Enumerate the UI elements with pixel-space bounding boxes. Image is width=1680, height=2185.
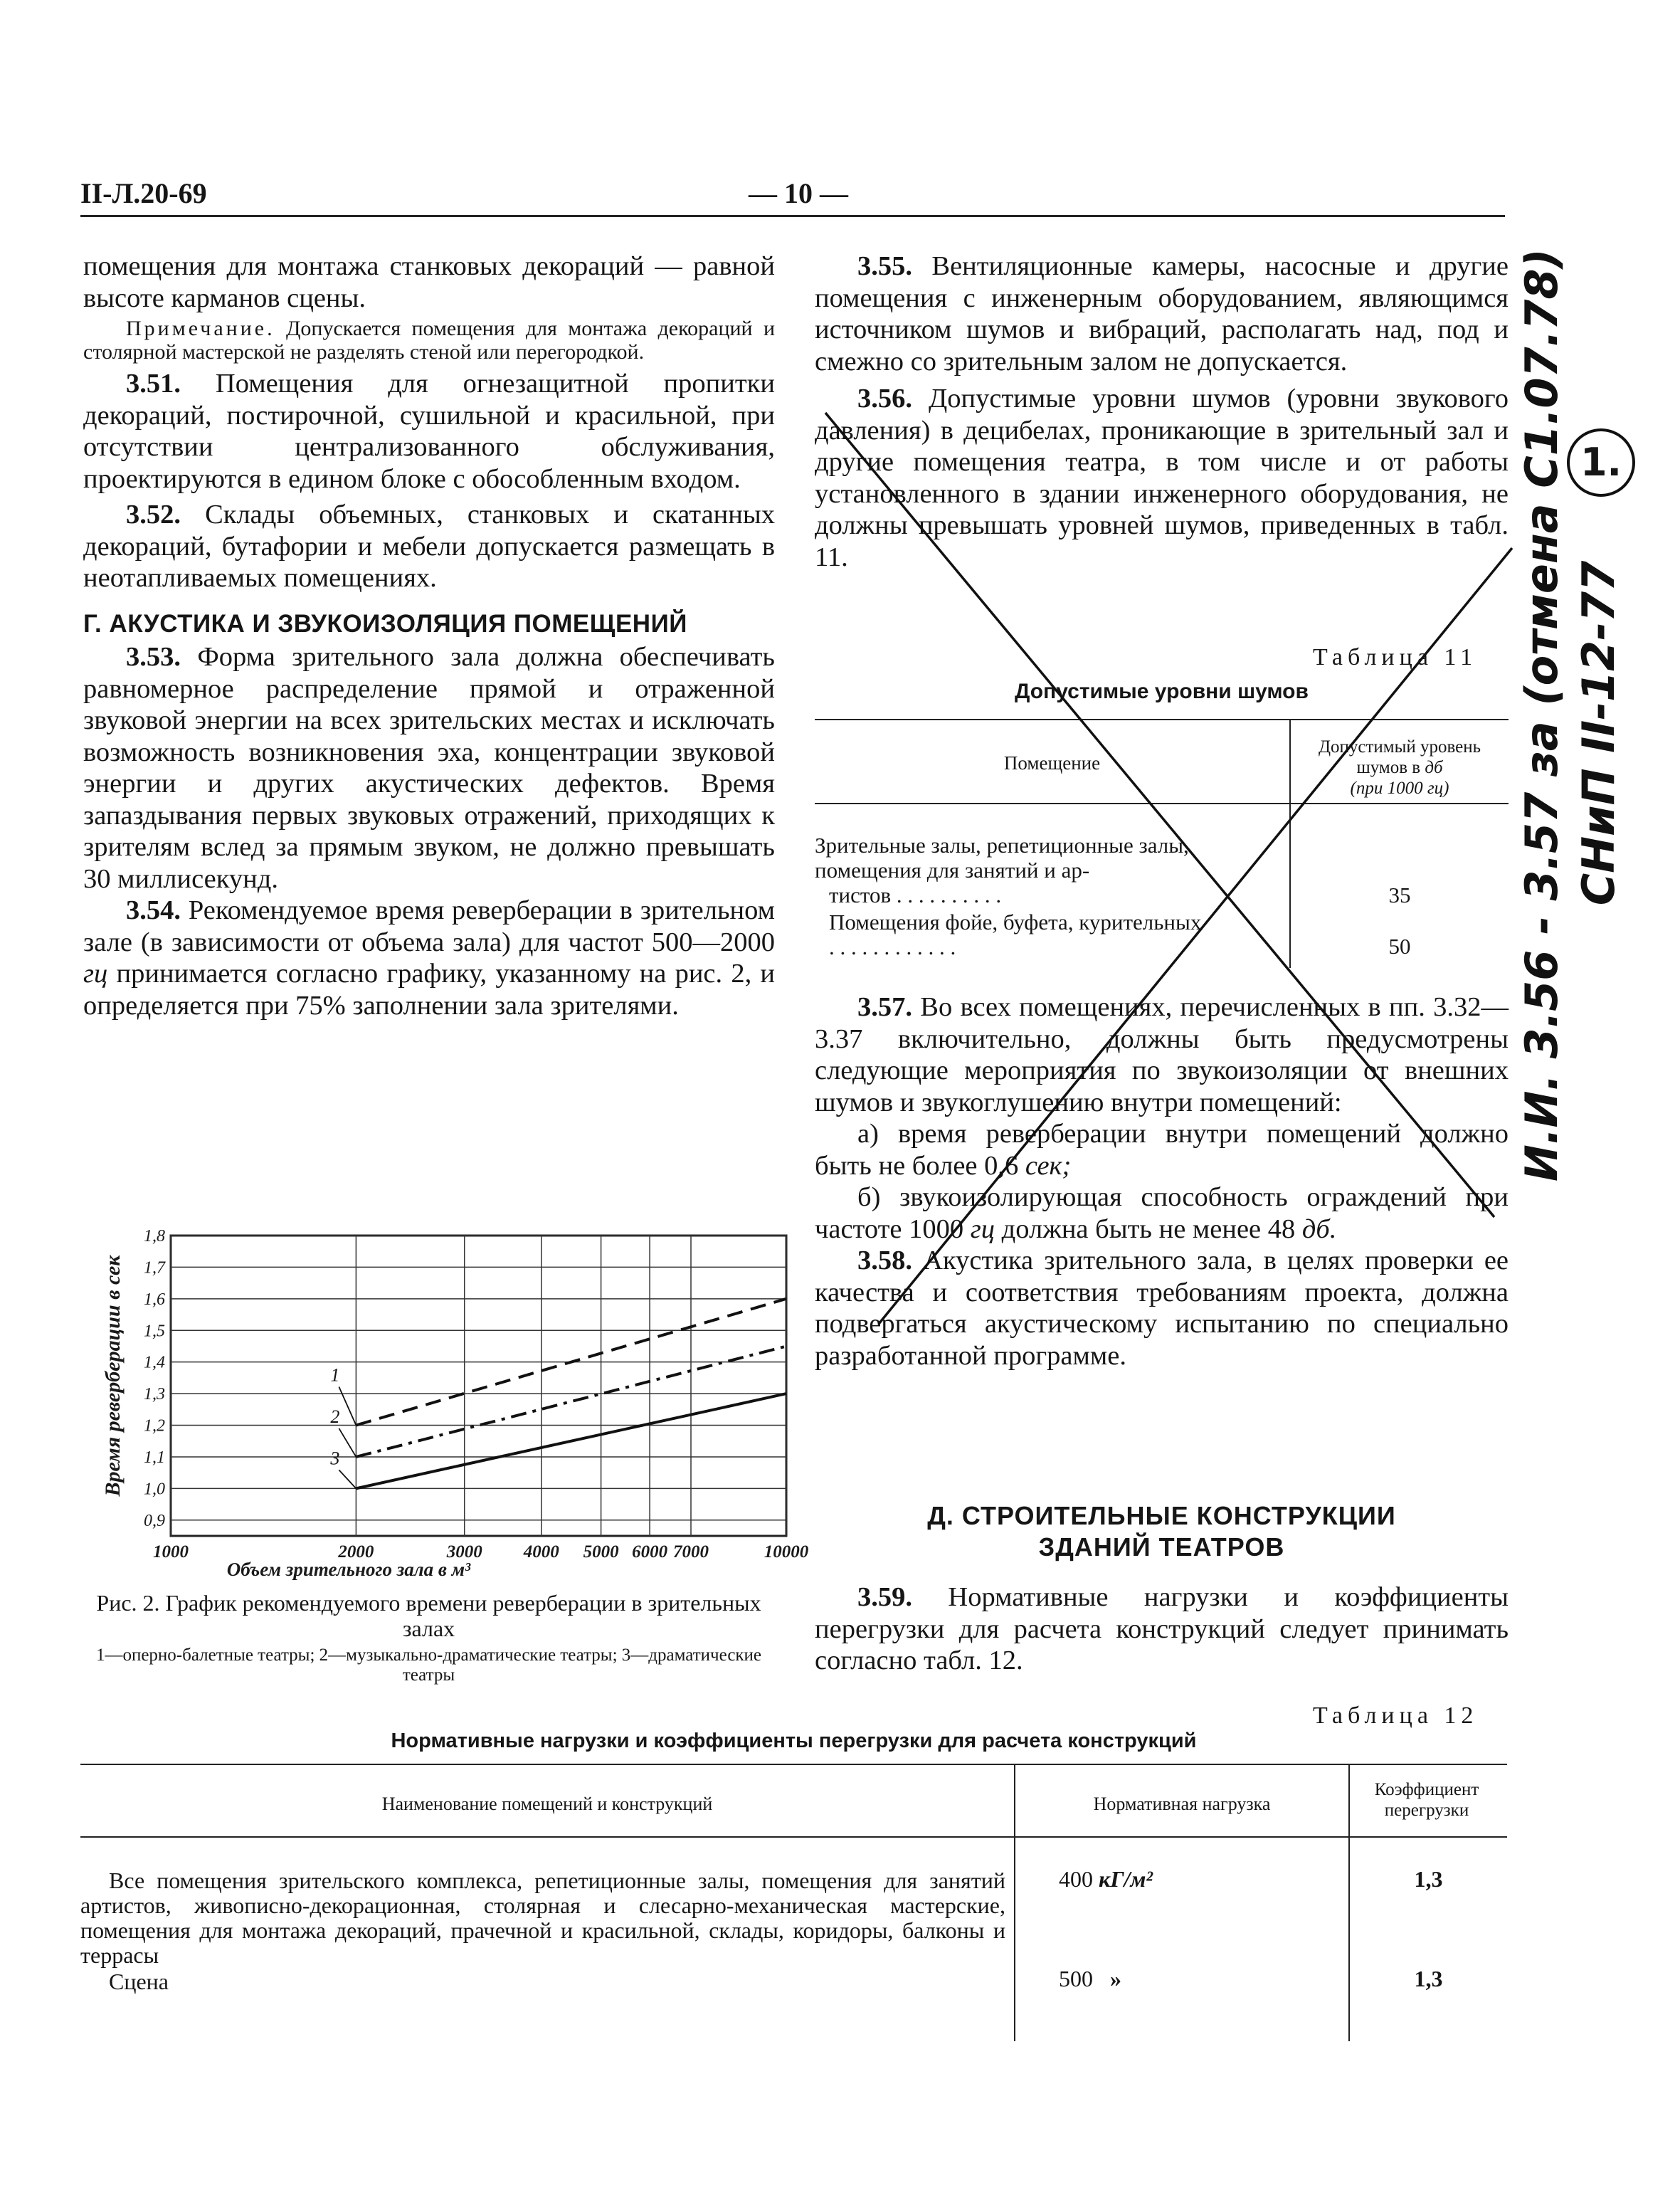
annotation-text-2: СНиП II-12-77 [1573, 560, 1624, 906]
figure-caption: Рис. 2. График рекомендуемого времени реверберации в зрительных залах [96, 1590, 761, 1641]
chart-x-label: Объем зрительного зала в м³ [226, 1559, 471, 1580]
margin-annotation [1466, 248, 1665, 1203]
table-12-head-rule [80, 1836, 1507, 1838]
section-heading-d-line2: ЗДАНИЙ ТЕАТРОВ [1038, 1532, 1285, 1562]
paragraph-text: Нормативные нагрузки и коэффициенты перегрузки для расчета конструкций следует принимать согласно табл. 12. [815, 1582, 1509, 1675]
unit: гц [83, 959, 108, 989]
paragraph-number: 3.57. [857, 992, 912, 1022]
table-12-top-rule [80, 1764, 1507, 1765]
paragraph-text: Помещения для огнезащитной пропитки декораций, постирочной, сушильной и красильной, при отсутствии централизованного обслуживания, проектируются в едином блоке с обособленным входом. [83, 369, 776, 494]
table-12-head-name: Наименование помещений и конструкций [381, 1794, 713, 1814]
paragraph-text: Форма зрительного зала должна обеспечивать равномерное распределение прямой и отраженной звуковой энергии на всех зрительских местах и исключать возможность возникновения эха, концентрации звуковой энергии и других акустических дефектов. Время запаздывания первых звуковых отражений, приходящих к зрителям вслед за прямым звуком, не должно превышать 30 миллисекунд. [83, 642, 775, 894]
table-12-row-2-load [1059, 1966, 1121, 1992]
unit: дб. [1301, 1213, 1337, 1244]
chart-grid [171, 1236, 786, 1536]
x-tick-label: 7000 [673, 1542, 709, 1562]
item-text-cont: должна быть не менее 48 [1001, 1213, 1296, 1244]
section-heading-d-line1: Д. СТРОИТЕЛЬНЫЕ КОНСТРУКЦИИ [927, 1501, 1396, 1530]
paragraph-text: Допустимые уровни шумов (уровни звукового давления) в децибелах, проникающие в зрительный зал и другие помещения театра, в том числе и от работы установленного в здании инженерного оборудования, не должны превышать уровней шумов, приведенных в табл. 11. [815, 384, 1509, 572]
paragraph-number: 3.59. [857, 1582, 912, 1612]
strike-line-1 [825, 413, 1494, 1217]
chart-y-label: Время реверберации в сек [101, 1255, 125, 1497]
table-12-row-1-name: Все помещения зрительского комплекса, репетиционные залы, помещения для занятий артистов, живописно-декорационная, столярная и слесарно-механическая мастерские, помещения для монтажа декораций, прачечной и красильной, склады, коридоры, балконы и террасы [80, 1868, 1005, 1968]
left-column [83, 251, 775, 1021]
x-tick-label: 1000 [153, 1542, 189, 1562]
paragraph-number: 3.55. [857, 251, 912, 281]
table-11-title: Допустимые уровни шумов [1015, 680, 1309, 703]
document-code: II-Л.20-69 [80, 177, 207, 209]
header-rule [80, 215, 1505, 217]
row-2-name: Помещения фойе, буфета, курительных [829, 910, 1202, 934]
table-12-row-1-load [1059, 1866, 1153, 1892]
page-number: — 10 — [749, 177, 848, 209]
table-11-row-1-value: 35 [1388, 883, 1411, 907]
paragraph-3-53 [83, 641, 775, 895]
table-11-row-2-value: 50 [1388, 934, 1411, 959]
paragraph-number: 3.54. [126, 895, 181, 925]
paragraph-number: 3.51. [126, 369, 181, 399]
unit: сек; [1025, 1150, 1072, 1181]
head-level-unit: дб [1425, 758, 1443, 777]
note-label: Примечание. [126, 317, 275, 340]
paragraph-3-59 [815, 1581, 1509, 1677]
paragraph-3-52 [83, 499, 775, 594]
y-tick-label: 1,5 [144, 1322, 165, 1341]
table-11-head-room: Помещение [1003, 752, 1101, 774]
annotation-circle: 1. [1567, 428, 1635, 497]
table-12-row-2-name: Сцена [109, 1969, 169, 1994]
load-value: 500 [1059, 1966, 1093, 1991]
y-tick-label: 1,6 [144, 1290, 165, 1309]
section-heading-d [815, 1500, 1509, 1563]
paragraph-3-51 [83, 368, 775, 495]
x-tick-label: 5000 [583, 1542, 619, 1562]
paragraph-text: Рекомендуемое время реверберации в зрительном зале (в зависимости от объема зала) для частот 500—2000 [83, 895, 775, 957]
paragraph-3-55 [815, 251, 1509, 377]
section-heading-g: Г. АКУСТИКА И ЗВУКОИЗОЛЯЦИЯ ПОМЕЩЕНИЙ [83, 609, 687, 638]
series-leader-2 [339, 1428, 356, 1457]
reverberation-chart [100, 1223, 809, 1580]
note [83, 317, 775, 364]
load-value: 400 [1059, 1866, 1093, 1892]
item-text: а) время реверберации внутри помещений должно быть не более 0,6 [815, 1119, 1509, 1181]
y-tick-label: 1,4 [144, 1353, 165, 1372]
x-tick-label: 6000 [632, 1542, 668, 1562]
paragraph-text: Склады объемных, станковых и скатанных декораций, бутафории и мебели допускается размещать в неотапливаемых помещениях. [83, 500, 775, 593]
table-12-caption: Таблица 12 [1313, 1702, 1479, 1729]
row-1-name-cont: тистов . . . . . . . . . . [829, 883, 1002, 907]
series-label-3: 3 [330, 1448, 340, 1469]
paragraph-text-cont: принимается согласно графику, указанному на рис. 2, и определяется при 75% заполнении зала зрителями. [83, 959, 776, 1021]
table-11-caption: Таблица 11 [1313, 644, 1478, 670]
series-leader-1 [339, 1387, 356, 1426]
continued-paragraph: помещения для монтажа станковых декораций — равной высоте карманов сцены. [83, 251, 775, 313]
item-text: б) звукоизолирующая способность ограждений при частоте 1000 [815, 1182, 1509, 1244]
load-unit: » [1110, 1966, 1121, 1991]
paragraph-text: Вентиляционные камеры, насосные и другие помещения с инженерным оборудованием, являющимся источником шумов и вибраций, располагать над, под и смежно со зрительным залом не допускается. [815, 251, 1509, 377]
series-label-1: 1 [330, 1364, 340, 1386]
y-tick-label: 1,0 [144, 1480, 165, 1499]
annotation-text-1: И.И. 3.56 - 3.57 за (отмена С1.07.78) [1516, 248, 1568, 1181]
paragraph-3-54 [83, 895, 775, 1021]
paragraph-text: Акустика зрительного зала, в целях проверки ее качества и соответствия требованиям проекта, должна подвергаться акустическому испытанию по специально разработанной программе. [815, 1246, 1509, 1371]
y-tick-label: 1,2 [144, 1416, 165, 1436]
paragraph-number: 3.53. [126, 642, 181, 672]
paragraph-number: 3.58. [857, 1246, 912, 1275]
table-12-title: Нормативные нагрузки и коэффициенты перегрузки для расчета конструкций [391, 1729, 1197, 1752]
load-unit: кГ/м² [1099, 1866, 1153, 1892]
table-12-head-load: Нормативная нагрузка [1093, 1794, 1271, 1814]
chart-y-ticks [144, 1227, 166, 1530]
head-level-text: Допустимый уровень шумов в [1318, 737, 1481, 777]
chart-frame [171, 1236, 786, 1536]
cancellation-strike [811, 413, 1523, 1338]
y-tick-label: 1,3 [144, 1385, 165, 1404]
x-tick-label: 4000 [523, 1542, 559, 1562]
row-1-name: Зрительные залы, репетиционные залы, помещения для занятий и ар- [815, 833, 1189, 883]
series-label-2: 2 [330, 1406, 340, 1427]
x-tick-label: 3000 [446, 1542, 482, 1562]
y-tick-label: 1,8 [144, 1227, 165, 1246]
y-tick-label: 1,7 [144, 1258, 165, 1278]
paragraph-number: 3.56. [857, 384, 912, 414]
table-12-row-1-coef: 1,3 [1414, 1866, 1443, 1892]
row-2-name-cont: . . . . . . . . . . . . [829, 934, 956, 959]
table-12-col-divider-2 [1348, 1764, 1350, 2041]
figure-legend: 1—оперно-балетные театры; 2—музыкально-драматические театры; 3—драматические театры [95, 1646, 762, 1685]
x-tick-label: 2000 [338, 1542, 374, 1562]
y-tick-label: 0,9 [144, 1511, 165, 1530]
series-leader-3 [339, 1470, 356, 1488]
table-12-head-coef: Коэффициент перегрузки [1374, 1780, 1479, 1820]
table-12-row-2-coef: 1,3 [1414, 1966, 1443, 1991]
strike-line-2 [879, 548, 1512, 1324]
paragraph-3-59-block [815, 1581, 1509, 1677]
unit: гц [970, 1213, 995, 1244]
note-text: Допускается помещения для монтажа декораций и столярной мастерской не разделять стеной или перегородкой. [83, 317, 776, 364]
head-level-freq: (при 1000 гц) [1350, 779, 1449, 798]
paragraph-text: Во всех помещениях, перечисленных в пп. 3.32—3.37 включительно, должны быть предусмотрены следующие мероприятия по звукоизоляции от внешних шумов и звукоглушению внутри помещений: [815, 992, 1509, 1117]
x-tick-label: 10000 [764, 1542, 809, 1562]
y-tick-label: 1,1 [144, 1448, 165, 1467]
paragraph-number: 3.52. [126, 500, 181, 530]
